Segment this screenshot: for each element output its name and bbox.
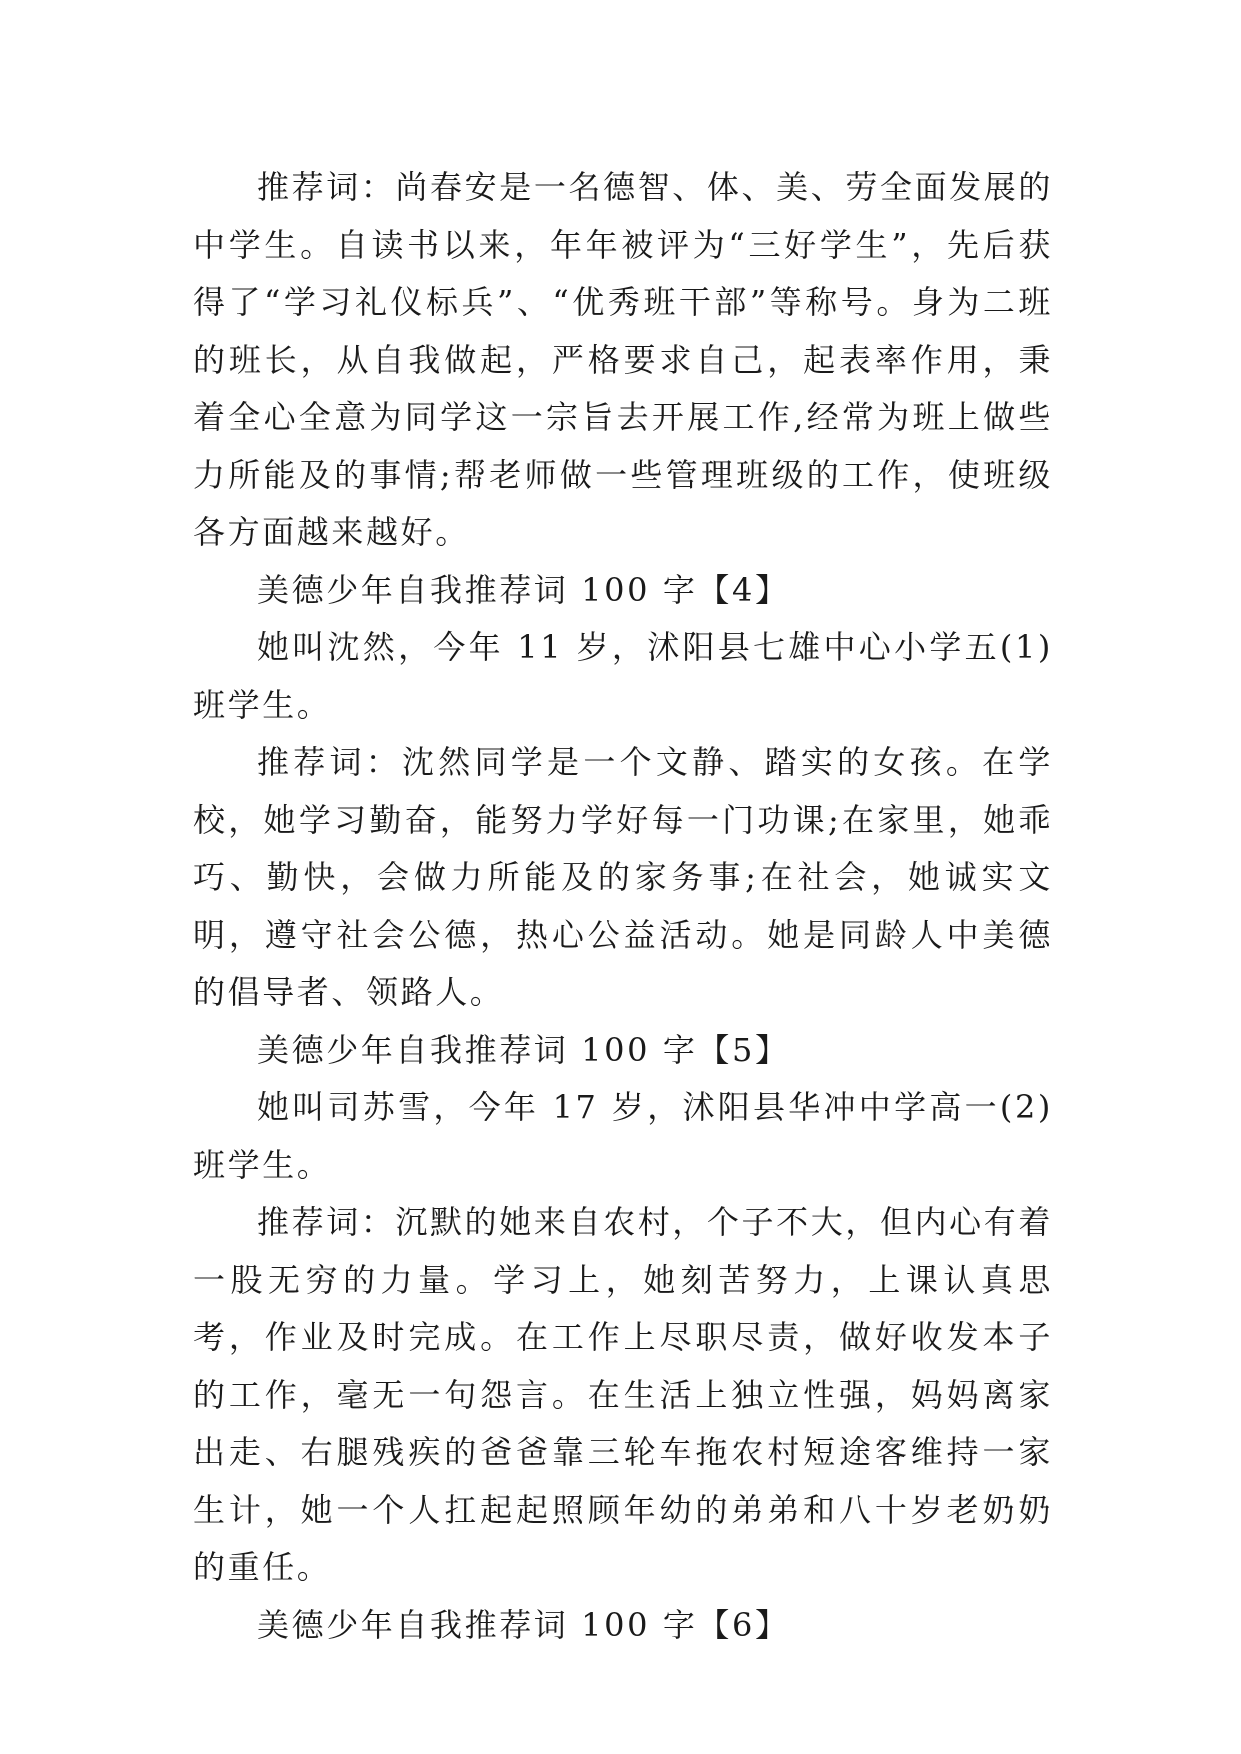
paragraph-intro-shen-ran: 她叫沈然，今年 11 岁，沭阳县七雄中心小学五(1)班学生。 bbox=[193, 628, 1053, 724]
section-heading-5: 美德少年自我推荐词 100 字【5】 bbox=[257, 1030, 790, 1069]
paragraph-recommendation-shang-chunan: 推荐词：尚春安是一名德智、体、美、劳全面发展的中学生。自读书以来，年年被评为“三好学生”，先后获得了“学习礼仪标兵”、“优秀班干部”等称号。身为二班的班长，从自我做起，严格要求自己，起表率作用，秉着全心全意为同学这一宗旨去开展工作,经常为班上做些力所能及的事情;帮老师做一些管理班级的工作，使班级各方面越来越好。 bbox=[193, 168, 1053, 551]
document-body bbox=[193, 159, 1053, 1654]
section-heading-4: 美德少年自我推荐词 100 字【4】 bbox=[257, 570, 790, 609]
section-heading-6: 美德少年自我推荐词 100 字【6】 bbox=[257, 1605, 790, 1644]
paragraph-recommendation-shen-ran: 推荐词：沈然同学是一个文静、踏实的女孩。在学校，她学习勤奋，能努力学好每一门功课;在家里，她乖巧、勤快，会做力所能及的家务事;在社会，她诚实文明，遵守社会公德，热心公益活动。她是同龄人中美德的倡导者、领路人。 bbox=[193, 743, 1053, 1011]
paragraph-intro-si-suxue: 她叫司苏雪，今年 17 岁，沭阳县华冲中学高一(2)班学生。 bbox=[193, 1088, 1053, 1184]
paragraph-recommendation-si-suxue: 推荐词：沉默的她来自农村，个子不大，但内心有着一股无穷的力量。学习上，她刻苦努力，上课认真思考，作业及时完成。在工作上尽职尽责，做好收发本子的工作，毫无一句怨言。在生活上独立性强，妈妈离家出走、右腿残疾的爸爸靠三轮车拖农村短途客维持一家生计，她一个人扛起起照顾年幼的弟弟和八十岁老奶奶的重任。 bbox=[193, 1203, 1053, 1586]
